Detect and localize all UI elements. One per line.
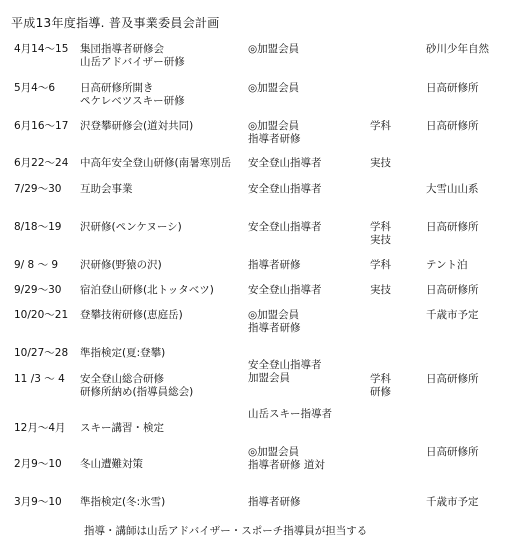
row-event: 沢研修(ペンケヌーシ) xyxy=(80,221,182,233)
row-date: 12月～4月 xyxy=(14,422,66,434)
row-place: 日高研修所 xyxy=(426,373,479,385)
row-place: 砂川少年自然 xyxy=(426,43,489,55)
row-date: 6月22～24 xyxy=(14,157,69,169)
row-event: 準指検定(冬:氷雪) xyxy=(80,496,166,508)
row-category: 実技 xyxy=(370,284,391,296)
row-category xyxy=(370,221,391,247)
target-line: 安全登山指導者 xyxy=(248,359,322,371)
row-event: 準指検定(夏:登攀) xyxy=(80,347,166,359)
row-date: 9/29～30 xyxy=(14,284,62,296)
row-event: スキー講習・検定 xyxy=(80,422,164,434)
row-event: 沢研修(野猿の沢) xyxy=(80,259,162,271)
row-event: 中高年安全登山研修(南暑寒別岳 xyxy=(80,157,232,169)
row-target xyxy=(248,359,322,385)
row-category: 学科 xyxy=(370,259,391,271)
row-category xyxy=(370,373,391,399)
row-target: 指導者研修 xyxy=(248,496,301,508)
row-category: 学科 xyxy=(370,120,391,132)
footer-note: 指導・講師は山岳アドバイザー・スポーチ指導員が担当する xyxy=(84,525,368,537)
row-date: 7/29～30 xyxy=(14,183,62,195)
row-place: 日高研修所 xyxy=(426,284,479,296)
row-target: ◎加盟会員 xyxy=(248,43,300,55)
row-target: 安全登山指導者 xyxy=(248,284,322,296)
target-line: ◎加盟会員 xyxy=(248,120,300,132)
row-target: 安全登山指導者 xyxy=(248,221,322,233)
row-target: 安全登山指導者 xyxy=(248,183,322,195)
event-line: 日高研修所開き xyxy=(80,82,154,94)
category-line: 学科 xyxy=(370,221,391,233)
row-date: 10/20～21 xyxy=(14,309,69,321)
event-line: ペケレベツスキー研修 xyxy=(80,95,185,107)
row-event xyxy=(80,43,185,69)
row-place: 日高研修所 xyxy=(426,446,479,458)
row-event: 沢登攀研修会(道対共同) xyxy=(80,120,194,132)
row-event: 登攀技術研修(恵庭岳) xyxy=(80,309,183,321)
row-event: 冬山遭難対策 xyxy=(80,458,143,470)
target-line: ◎加盟会員 xyxy=(248,309,300,321)
target-line: ◎加盟会員 xyxy=(248,446,300,458)
row-target xyxy=(248,309,301,335)
row-date: 2月9～10 xyxy=(14,458,62,470)
category-line: 研修 xyxy=(370,386,391,398)
event-line: 研修所納め(指導員総会) xyxy=(80,386,194,398)
row-date: 8/18～19 xyxy=(14,221,62,233)
document-title: 平成13年度指導. 普及事業委員会計画 xyxy=(11,16,220,30)
row-place: 大雪山山系 xyxy=(426,183,479,195)
row-date: 6月16～17 xyxy=(14,120,69,132)
event-line: 集団指導者研修会 xyxy=(80,43,164,55)
target-line: 指導者研修 xyxy=(248,133,301,145)
row-event: 宿泊登山研修(北トッタベツ) xyxy=(80,284,214,296)
row-date: 3月9～10 xyxy=(14,496,62,508)
row-date: 4月14～15 xyxy=(14,43,69,55)
row-place: 千歳市予定 xyxy=(426,496,479,508)
row-place: 日高研修所 xyxy=(426,120,479,132)
row-event xyxy=(80,373,193,399)
row-date: 10/27～28 xyxy=(14,347,69,359)
row-date: 9/ 8 ～ 9 xyxy=(14,259,59,271)
target-line: 加盟会員 xyxy=(248,372,290,384)
category-line: 学科 xyxy=(370,373,391,385)
row-target: 安全登山指導者 xyxy=(248,157,322,169)
row-date: 11 /3 ～ 4 xyxy=(14,373,65,385)
row-place: 日高研修所 xyxy=(426,221,479,233)
row-category: 実技 xyxy=(370,157,391,169)
row-target: 指導者研修 xyxy=(248,259,301,271)
target-line: 指導者研修 道対 xyxy=(248,459,325,471)
row-date: 5月4～6 xyxy=(14,82,56,94)
row-target xyxy=(248,446,325,472)
row-target: ◎加盟会員 xyxy=(248,82,300,94)
category-line: 実技 xyxy=(370,234,391,246)
row-target: 山岳スキー指導者 xyxy=(248,408,332,420)
row-target xyxy=(248,120,301,146)
row-place: 日高研修所 xyxy=(426,82,479,94)
event-line: 山岳アドバイザー研修 xyxy=(80,56,185,68)
row-place: テント泊 xyxy=(426,259,468,271)
target-line: 指導者研修 xyxy=(248,322,301,334)
event-line: 安全登山総合研修 xyxy=(80,373,164,385)
row-event xyxy=(80,82,185,108)
row-event: 互助会事業 xyxy=(80,183,133,195)
row-place: 千歳市予定 xyxy=(426,309,479,321)
